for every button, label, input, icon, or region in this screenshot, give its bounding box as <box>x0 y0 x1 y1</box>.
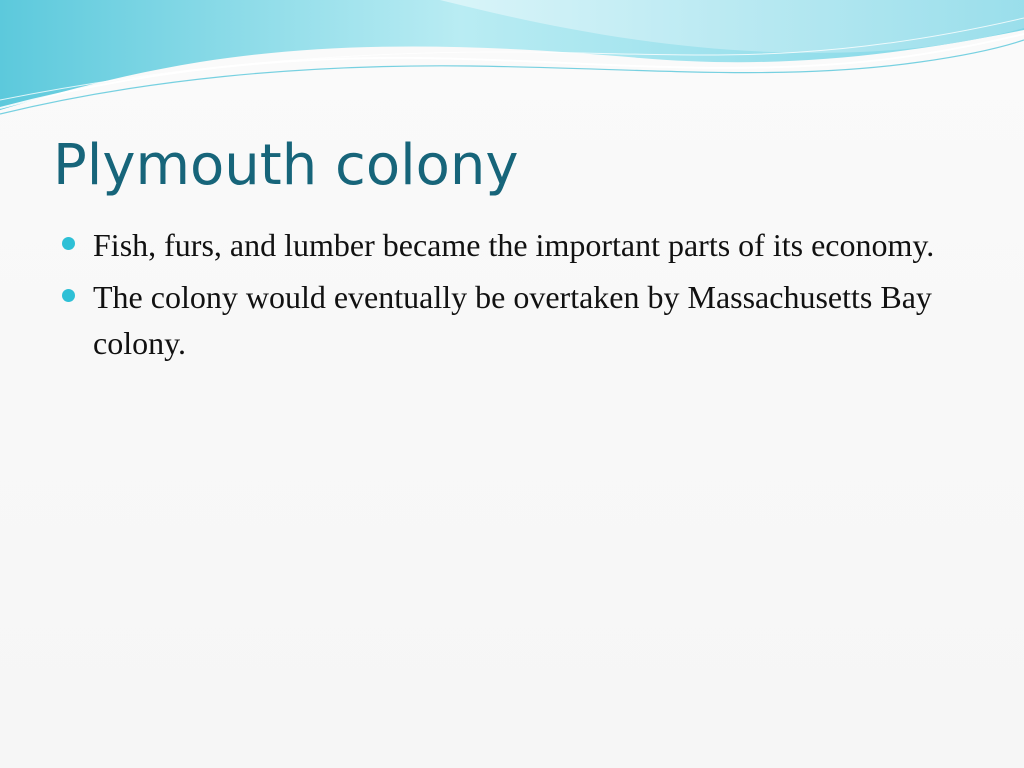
bullet-item <box>62 222 962 268</box>
bullet-dot-icon <box>62 289 75 302</box>
bullet-item <box>62 274 962 366</box>
decorative-wave-header <box>0 0 1024 130</box>
bullet-text: The colony would eventually be overtaken by Massachusetts Bay colony. <box>93 279 932 361</box>
slide-title: Plymouth colony <box>53 133 519 198</box>
bullet-text: Fish, furs, and lumber became the important parts of its economy. <box>93 227 935 263</box>
bullet-list <box>62 222 962 372</box>
bullet-dot-icon <box>62 237 75 250</box>
